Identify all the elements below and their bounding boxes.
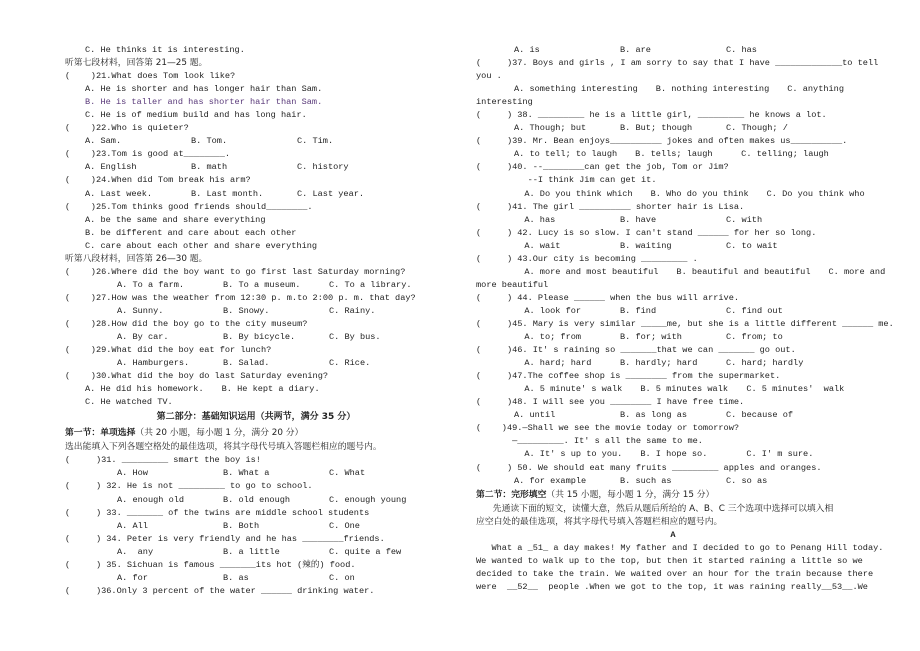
answer-option: C. because of [726,410,794,421]
answer-option: C. He watched TV. [85,397,173,408]
answer-option: B. Who do you think [650,188,749,199]
answer-option: A. It' s up to you. [514,449,623,460]
answer-options [476,448,870,461]
answer-option: C. with [726,214,763,225]
answer-option: C. quite a few [329,546,402,557]
answer-option: B. But; though [620,123,693,134]
answer-options [476,148,870,161]
answer-options [65,520,447,533]
answer-options [476,331,870,344]
answer-option: C. One [329,520,360,531]
answer-option: A. Hamburgers. [117,358,190,369]
answer-option: A. has [514,214,556,225]
answer-option: B. Snowy. [223,305,270,316]
answer-option: B. What a [223,468,270,479]
answer-option: A. is [514,45,540,55]
answer-option: A. to tell; to laugh [514,149,618,160]
answer-options [65,96,447,109]
question-line: ( ) 35. Sichuan is famous _______its hot (辣的) food. [65,559,356,570]
question-line: ( )39. Mr. Bean enjoys__________ jokes and often makes us__________. [476,136,848,147]
question-line: ( )30.What did the boy do last Saturday evening? [65,371,329,382]
answer-option: B. By bicycle. [223,332,296,343]
answer-option: C. from; to [726,332,783,343]
answer-option: B. hardly; hard [620,358,698,369]
answer-option: B. tells; laugh [635,149,713,160]
answer-options [65,494,447,507]
question-line: ( )31. _________ smart the boy is! [65,455,261,466]
answer-options [65,44,447,57]
answer-option: C. He thinks it is interesting. [85,45,245,55]
answer-options [476,240,870,253]
passage-label: A [670,529,676,540]
question-line: ( )24.When did Tom break his arm? [65,175,251,186]
answer-option: A. for example [514,475,587,486]
answer-options [476,357,870,370]
question-line: ( )40. --________can get the job, Tom or Jim? [476,162,729,173]
answer-options [65,305,447,318]
question-line: decided to take the train. We waited over an hour for the train because there [476,568,874,579]
answer-option: C. What [329,468,366,479]
answer-option: B. for; with [620,332,682,343]
answer-option: A. Sam. [85,136,122,147]
answer-option: A. until [514,410,556,421]
question-line: ( )47.The coffee shop is ________ from the supermarket. [476,371,781,382]
answer-options [65,214,447,227]
question-line: ( )36.Only 3 percent of the water ______ drinking water. [65,585,375,596]
answer-option: A. Do you think which [514,188,633,199]
answer-option: A. enough old [117,494,185,505]
answer-options [476,188,870,201]
answer-option: C. Last year. [297,188,365,199]
question-line: ( )46. It' s raining so _______that we can _______ go out. [476,345,796,356]
answer-option: C. Do you think who [766,188,865,199]
answer-option: C. By bus. [329,332,381,343]
subsection-note: （共 15 小题，每小题 1 分，满分 15 分） [546,489,715,500]
answer-option: B. Last month. [191,188,264,199]
answer-option: B. To a museum. [223,279,301,290]
answer-option: B. old enough [223,494,291,505]
answer-option: A. All [117,520,148,531]
question-line: ( )45. Mary is very similar _____me, but she is a little different ______ me. [476,318,894,329]
answer-option: B. as long as [620,410,688,421]
question-line: ( )22.Who is quieter? [65,123,189,134]
instruction-text: 选出能填入下列各题空格处的最佳选项，将其字母代号填入答题栏相应的题号内。 [65,442,382,453]
answer-option: A. How [117,468,148,479]
answer-option: B. beautiful and beautiful [676,266,811,277]
answer-options [476,409,870,422]
answer-options [476,44,870,57]
answer-option: C. Rice. [329,358,371,369]
answer-option: B. math [191,162,228,173]
answer-option: C. find out [726,305,783,316]
answer-options [65,331,447,344]
answer-option: C. care about each other and share everything [85,240,318,251]
question-line: ( ) 34. Peter is very friendly and he has ________friends. [65,533,385,544]
subsection-heading [65,426,447,441]
answer-option: B. are [620,45,651,55]
answer-options [65,161,447,174]
question-line: ( )48. I will see you ________ I have free time. [476,397,745,408]
question-line: What a _51_ a day makes! My father and I decided to go to Penang Hill today. [476,542,884,553]
answer-option: B. waiting [620,240,672,251]
answer-option: B. Tom. [191,136,228,147]
answer-option: A. hard; hard [514,358,592,369]
answer-option: B. He is taller and has shorter hair than Sam. [85,97,323,108]
instruction-text: 先通读下面的短文，读懂大意，然后从题后所给的 A、B、C 三个选项中选择可以填入相 [476,503,834,514]
answer-option: A. be the same and share everything [85,214,266,225]
subsection-heading [476,488,870,503]
question-line: ( )28.How did the boy go to the city museum? [65,318,308,329]
answer-options [65,188,447,201]
question-line: ( ) 32. He is not _________ to go to school. [65,481,313,492]
answer-option: B. such as [620,475,672,486]
question-line: ( )26.Where did the boy want to go first last Saturday morning? [65,266,406,277]
question-line: were __52__ people .When we got to the top, it was raining really__53__.We [476,581,868,592]
answer-option: B. He kept a diary. [221,384,320,395]
question-line: ( )21.What does Tom look like? [65,71,236,82]
answer-options [476,122,870,135]
answer-option: B. be different and care about each other [85,227,297,238]
answer-option: C. to wait [726,240,778,251]
answer-option: C. history [297,162,349,173]
answer-options [476,383,870,396]
answer-option: C. more and [828,266,886,277]
answer-options [476,305,870,318]
right-column [476,44,894,594]
question-line: interesting [476,97,533,108]
subsection-note: （共 20 小题，每小题 1 分，满分 20 分） [135,428,304,439]
answer-options [65,240,447,253]
answer-option: A. Though; but [514,123,587,134]
answer-option: A. wait [514,240,561,251]
answer-option: B. nothing interesting [655,84,770,95]
question-line: —_________. It' s all the same to me. [476,436,703,447]
question-line: ( )23.Tom is good at________. [65,149,231,160]
answer-option: A. He is shorter and has longer hair than Sam. [85,84,323,95]
answer-options [65,227,447,240]
answer-option: C. He is of medium build and has long hair. [85,110,307,121]
answer-option: C. Rainy. [329,305,376,316]
answer-options [65,83,447,96]
answer-option: B. Both [223,520,260,531]
question-line: ( ) 33. _______ of the twins are middle school students [65,507,370,518]
answer-option: A. Last week. [85,188,153,199]
question-line: --I think Jim can get it. [476,175,657,186]
answer-option: C. Though; / [726,123,788,134]
instruction-text: 听第七段材料，回答第 21—25 题。 [65,58,208,69]
answer-option: C. enough young [329,494,407,505]
question-line: more beautiful [476,279,549,290]
question-line: ( ) 44. Please ______ when the bus will arrive. [476,292,740,303]
answer-option: C. on [329,572,355,583]
section-heading: 第二部分：基础知识运用（共两节，满分 35 分） [156,412,356,423]
answer-option: B. I hope so. [640,449,708,460]
question-line: ( ) 38. _________ he is a little girl, _________ he knows a lot. [476,110,827,121]
answer-option: B. have [620,214,657,225]
answer-option: A. English [85,162,137,173]
answer-options [476,475,870,488]
left-column [65,44,447,598]
answer-options [476,83,870,96]
answer-option: A. look for [514,305,582,316]
answer-option: C. Tim. [297,136,334,147]
answer-options [65,396,447,409]
answer-option: C. I' m sure. [746,449,814,460]
answer-options [65,572,447,585]
answer-option: C. 5 minutes' walk [746,384,845,395]
question-line: We wanted to walk up to the top, but then it started raining a little so we [476,555,863,566]
answer-option: A. any [117,546,154,557]
answer-option: A. By car. [117,332,169,343]
answer-option: C. has [726,45,757,55]
answer-option: A. to; from [514,332,582,343]
answer-options [65,383,447,396]
question-line: ( )27.How was the weather from 12:30 p. m.to 2:00 p. m. that day? [65,292,416,303]
question-line: ( ) 50. We should eat many fruits _________ apples and oranges. [476,462,822,473]
answer-option: B. Salad. [223,358,270,369]
question-line: ( ) 43.Our city is becoming _________ . [476,253,698,264]
answer-options [65,109,447,122]
answer-option: A. Sunny. [117,305,164,316]
question-line: ( )29.What did the boy eat for lunch? [65,345,272,356]
answer-option: B. a little [223,546,280,557]
question-line: ( ) 42. Lucy is so slow. I can't stand ______ for her so long. [476,227,817,238]
question-line: you . [476,71,502,82]
instruction-text: 应空白处的最佳选项，将其字母代号填入答题栏相应的题号内。 [476,516,723,527]
answer-options [476,214,870,227]
answer-option: A. something interesting [514,84,638,95]
question-line: ( )41. The girl __________ shorter hair is Lisa. [476,201,745,212]
subsection-title: 第二节：完形填空 [476,489,547,500]
answer-options [65,467,447,480]
instruction-text: 听第八段材料，回答第 26—30 题。 [65,253,208,264]
answer-options [65,279,447,292]
answer-option: C. To a library. [329,279,412,290]
answer-option: C. so as [726,475,768,486]
question-line: ( )25.Tom thinks good friends should________. [65,201,313,212]
answer-option: A. He did his homework. [85,384,204,395]
answer-options [65,546,447,559]
question-line: ( )37. Boys and girls , I am sorry to say that I have _____________to tell [476,58,879,69]
question-line: ( )49.—Shall we see the movie today or tomorrow? [476,423,740,434]
subsection-title: 第一节：单项选择 [65,428,136,439]
answer-option: C. hard; hardly [726,358,804,369]
answer-option: B. as [223,572,249,583]
answer-option: C. anything [787,84,844,95]
answer-option: B. find [620,305,657,316]
answer-option: A. To a farm. [117,279,185,290]
answer-options [65,357,447,370]
answer-options [65,135,447,148]
answer-option: A. 5 minute' s walk [514,384,623,395]
answer-options [476,266,886,279]
answer-option: B. 5 minutes walk [640,384,728,395]
answer-option: A. for [117,572,148,583]
answer-option: C. telling; laugh [741,149,829,160]
answer-option: A. more and most beautiful [514,266,659,277]
